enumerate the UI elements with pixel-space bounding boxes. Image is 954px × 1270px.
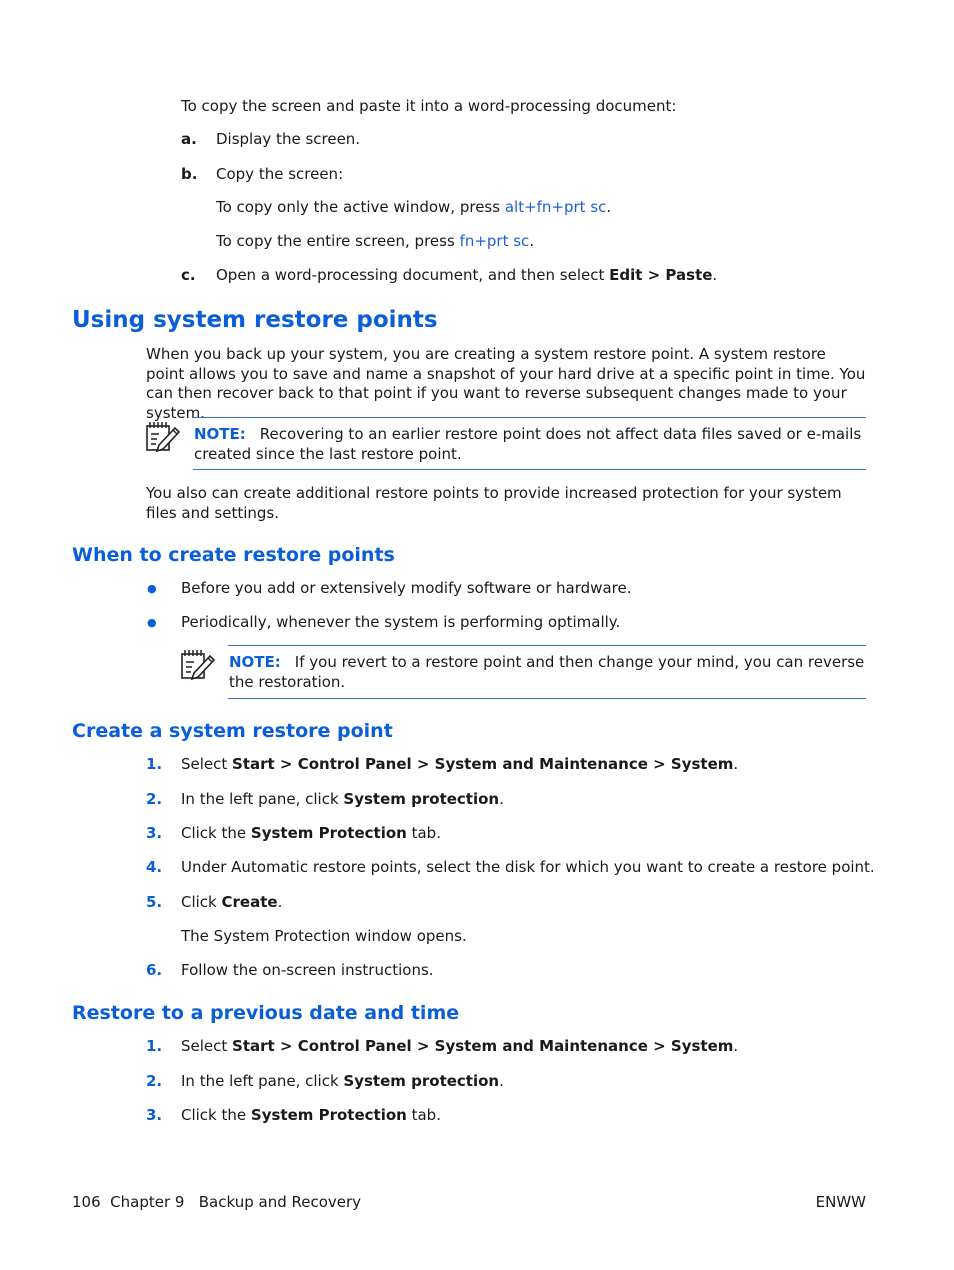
restore-step-3-text <box>181 1106 441 1125</box>
section-title-when-to-create: When to create restore points <box>72 544 395 566</box>
note-2-body: If you revert to a restore point and then change your mind, you can reverse the restoration. <box>229 653 865 691</box>
create-step-5-followup: The System Protection window opens. <box>181 927 467 945</box>
section1-paragraph: When you back up your system, you are creating a system restore point. A system restore point allows you to save and name a snapshot of your hard drive at a specific point in time. You can then recover back to that point if you want to reverse subsequent changes made to your system. <box>146 345 866 422</box>
restore-step-3-pre: Click the <box>181 1106 251 1124</box>
restore-step-3-bold: System Protection <box>250 1106 407 1124</box>
create-step-1-post: . <box>733 755 739 773</box>
section-title-using-restore-points: Using system restore points <box>72 307 438 333</box>
restore-step-1-text <box>181 1037 738 1056</box>
footer-right: ENWW <box>815 1193 866 1211</box>
restore-step-2-post: . <box>499 1072 504 1090</box>
section1-paragraph2: You also can create additional restore points to provide increased protection for your system files and settings. <box>146 484 842 522</box>
create-step-5-pre: Click <box>181 893 222 911</box>
create-step-5-post: . <box>277 893 283 911</box>
note-pad-pencil-icon <box>145 420 181 458</box>
create-step-2-bold: System protection <box>343 790 500 808</box>
bullet-1: ● <box>147 582 157 595</box>
create-step-4-pre: Under Automatic restore points, select the disk for which you want to create a restore point. <box>181 858 875 876</box>
note-1-body: Recovering to an earlier restore point does not affect data files saved or e-mails created since the last restore point. <box>194 425 862 463</box>
step-c-post: . <box>712 266 718 284</box>
create-step-2-post: . <box>499 790 504 808</box>
create-step-3-num: 3. <box>146 824 163 842</box>
step-a-marker: a. <box>181 130 197 148</box>
create-step-6-pre: Follow the on-screen instructions. <box>181 961 434 979</box>
create-step-5-text <box>181 893 282 912</box>
note-2-label: NOTE: <box>229 653 281 671</box>
create-step-6-text <box>181 961 434 980</box>
step-a-text: Display the screen. <box>216 130 361 148</box>
create-step-6-num: 6. <box>146 961 163 979</box>
restore-step-1-num: 1. <box>146 1037 163 1055</box>
create-step-3-text <box>181 824 441 843</box>
restore-step-1-pre: Select <box>181 1037 233 1055</box>
step-c-text <box>216 266 717 285</box>
bullet-item-1: Before you add or extensively modify software or hardware. <box>181 579 632 597</box>
create-step-1-pre: Select <box>181 755 233 773</box>
note-1-text <box>194 425 866 464</box>
create-step-1-text <box>181 755 738 774</box>
create-step-2-pre: In the left pane, click <box>181 790 344 808</box>
create-step-3-pre: Click the <box>181 824 251 842</box>
create-step-2-num: 2. <box>146 790 163 808</box>
step-c-pre: Open a word-processing document, and then select <box>216 266 610 284</box>
create-step-4-text <box>181 858 875 877</box>
create-step-1-bold: Start > Control Panel > System and Maintenance > System <box>232 755 734 773</box>
create-step-1-num: 1. <box>146 755 163 773</box>
section-title-restore-previous: Restore to a previous date and time <box>72 1002 460 1024</box>
create-step-5-num: 5. <box>146 893 163 911</box>
step-b-sub2-post: . <box>529 232 535 250</box>
create-step-4-num: 4. <box>146 858 163 876</box>
note-pad-pencil-icon <box>180 648 216 686</box>
fn-prtsc-link[interactable]: fn+prt sc <box>459 232 530 250</box>
step-c-marker: c. <box>181 266 196 284</box>
create-step-2-text <box>181 790 504 809</box>
footer-left: 106 Chapter 9 Backup and Recovery <box>72 1193 362 1211</box>
create-step-3-post: tab. <box>406 824 441 842</box>
step-b-sub1-post: . <box>606 198 612 216</box>
restore-step-2-text <box>181 1072 504 1091</box>
step-b-marker: b. <box>181 165 198 183</box>
restore-step-1-bold: Start > Control Panel > System and Maintenance > System <box>232 1037 734 1055</box>
intro-text: To copy the screen and paste it into a word-processing document: <box>181 97 677 115</box>
create-step-5-bold: Create <box>221 893 278 911</box>
note-2-text <box>229 653 866 692</box>
step-b-sub2-pre: To copy the entire screen, press <box>216 232 460 250</box>
restore-step-2-num: 2. <box>146 1072 163 1090</box>
restore-step-3-num: 3. <box>146 1106 163 1124</box>
alt-fn-prtsc-link[interactable]: alt+fn+prt sc <box>504 198 607 216</box>
restore-step-3-post: tab. <box>406 1106 441 1124</box>
restore-step-1-post: . <box>733 1037 739 1055</box>
bullet-2: ● <box>147 616 157 629</box>
section-title-create-restore-point: Create a system restore point <box>72 720 393 742</box>
step-b-sub1-pre: To copy only the active window, press <box>216 198 505 216</box>
step-b-sub1 <box>216 198 611 217</box>
restore-step-2-pre: In the left pane, click <box>181 1072 344 1090</box>
step-b-sub2 <box>216 232 534 251</box>
create-step-3-bold: System Protection <box>250 824 407 842</box>
step-b-text: Copy the screen: <box>216 165 344 183</box>
bullet-item-2: Periodically, whenever the system is performing optimally. <box>181 613 621 631</box>
step-c-bold: Edit > Paste <box>609 266 713 284</box>
restore-step-2-bold: System protection <box>343 1072 500 1090</box>
note-1-label: NOTE: <box>194 425 246 443</box>
